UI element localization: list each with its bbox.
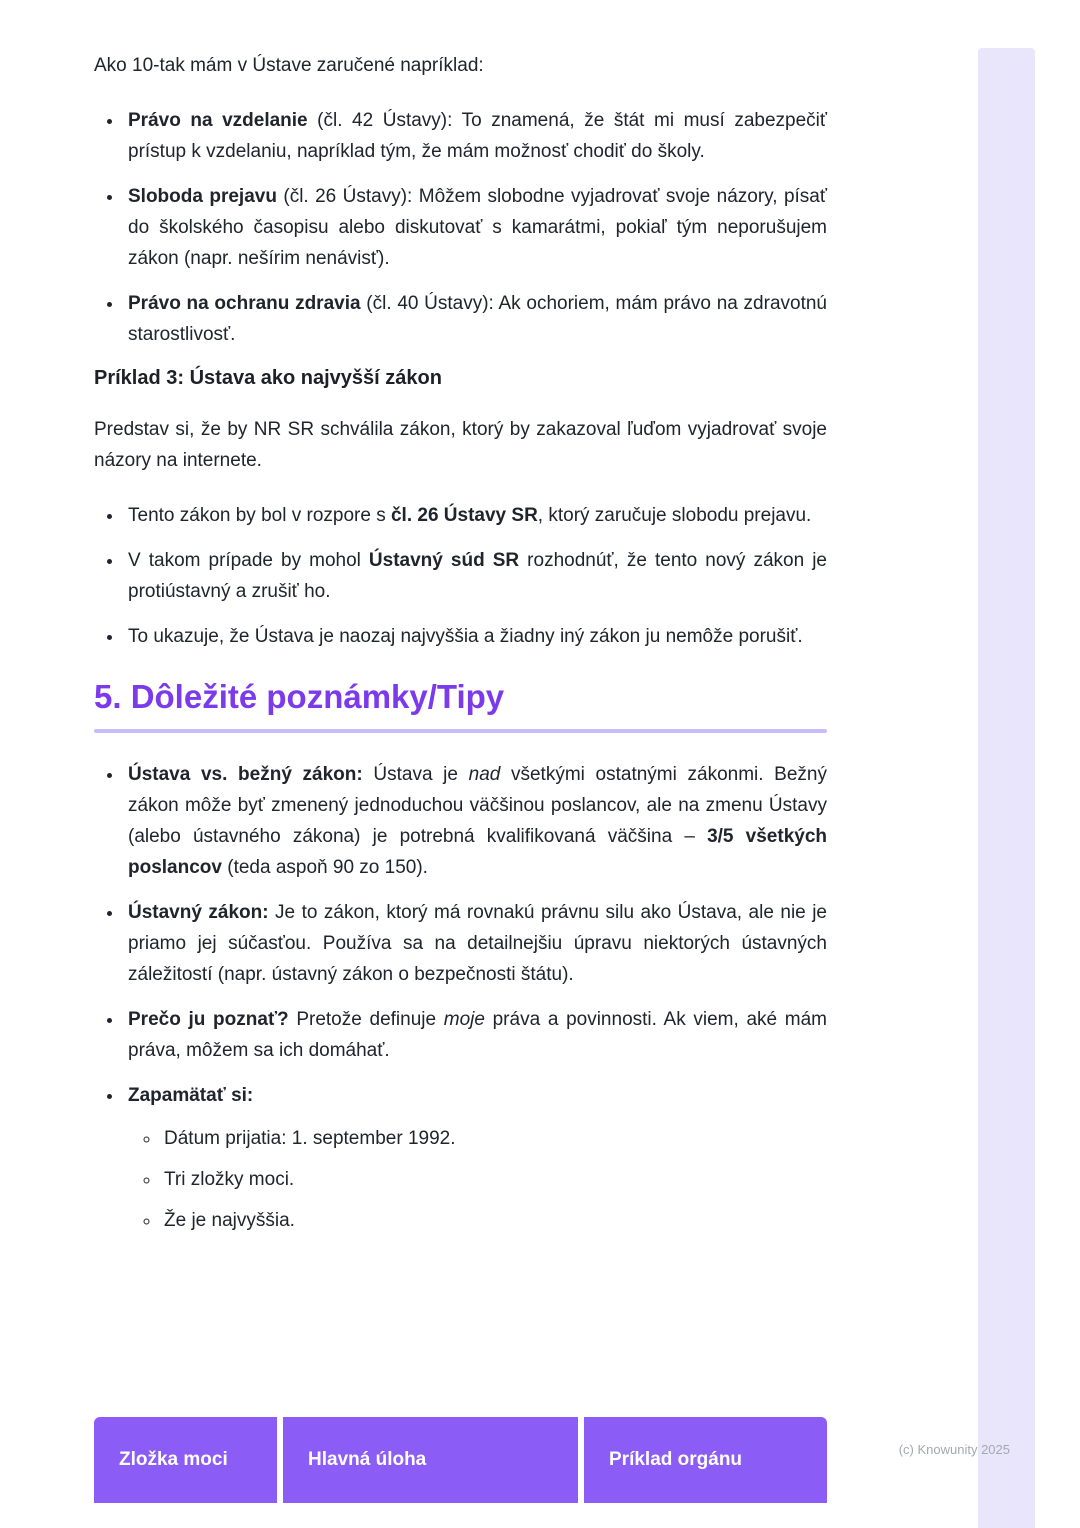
table-header-cell: Príklad orgánu	[584, 1417, 827, 1503]
list-item: • Prečo ju poznať? Pretože definuje moje práva a povinnosti. Ak viem, aké mám práva, môžem sa ich domáhať.	[124, 1004, 827, 1066]
remember-sublist	[128, 1123, 827, 1236]
example3-heading: Príklad 3: Ústava ako najvyšší zákon	[94, 367, 442, 389]
list-item: • Tento zákon by bol v rozpore s čl. 26 Ústavy SR, ktorý zaručuje slobodu prejavu.	[124, 500, 827, 531]
section-divider	[94, 729, 827, 733]
list-item: • Ústavný zákon: Je to zákon, ktorý má rovnakú právnu silu ako Ústava, ale nie je priamo jej súčasťou. Používa sa na detailnejšiu úpravu niektorých ústavných záležitostí (napr. ústavný zákon o bezpečnosti štátu).	[124, 897, 827, 990]
table-header-cell: Zložka moci	[94, 1417, 277, 1503]
list-item: • Právo na vzdelanie (čl. 42 Ústavy): To znamená, že štát mi musí zabezpečiť prístup k vzdelaniu, napríklad tým, že mám možnosť chodiť do školy.	[124, 105, 827, 167]
intro-paragraph: Ako 10-tak mám v Ústave zaručené napríklad:	[94, 55, 484, 76]
list-item: • V takom prípade by mohol Ústavný súd SR rozhodnúť, že tento nový zákon je protiústavný a zrušiť ho.	[124, 545, 827, 607]
sublist-item: ◦ Tri zložky moci.	[161, 1164, 827, 1195]
table-header-row	[94, 1417, 827, 1503]
copyright-text: (c) Knowunity 2025	[898, 1442, 1010, 1457]
rights-list	[94, 105, 827, 350]
list-item-label: Zapamätať si:	[128, 1085, 254, 1106]
sublist-item: ◦ Dátum prijatia: 1. september 1992.	[161, 1123, 827, 1154]
list-item	[124, 1080, 827, 1236]
example3-list	[94, 500, 827, 652]
list-item: • To ukazuje, že Ústava je naozaj najvyššia a žiadny iný zákon ju nemôže porušiť.	[124, 621, 827, 652]
tips-list	[94, 759, 827, 1236]
example3-intro: Predstav si, že by NR SR schválila zákon, ktorý by zakazoval ľuďom vyjadrovať svoje názory na internete.	[94, 419, 827, 471]
list-item: • Právo na ochranu zdravia (čl. 40 Ústavy): Ak ochoriem, mám právo na zdravotnú starostlivosť.	[124, 288, 827, 350]
list-item: • Sloboda prejavu (čl. 26 Ústavy): Môžem slobodne vyjadrovať svoje názory, písať do školského časopisu alebo diskutovať s kamarátmi, pokiaľ tým neporušujem zákon (napr. nešírim nenávisť).	[124, 181, 827, 274]
table-header-cell: Hlavná úloha	[283, 1417, 578, 1503]
section5-heading: 5. Dôležité poznámky/Tipy	[94, 678, 505, 715]
list-item: • Ústava vs. bežný zákon: Ústava je nad všetkými ostatnými zákonmi. Bežný zákon môže byť zmenený jednoduchou väčšinou poslancov, ale na zmenu Ústavy (alebo ústavného zákona) je potrebná kvalifikovaná väčšina – 3/5 všetkých poslancov (teda aspoň 90 zo 150).	[124, 759, 827, 883]
sublist-item: ◦ Že je najvyššia.	[161, 1205, 827, 1236]
